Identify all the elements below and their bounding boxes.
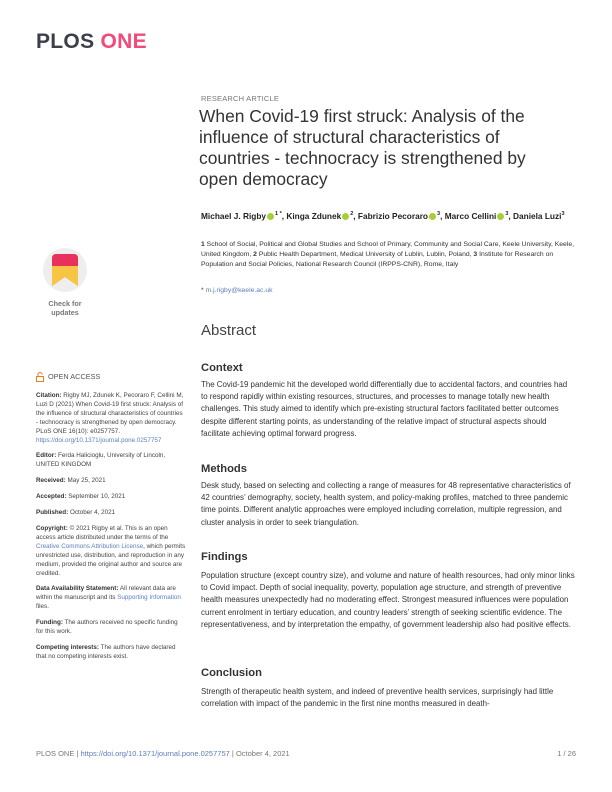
open-lock-icon (36, 372, 44, 382)
journal-logo (36, 30, 147, 54)
author (513, 211, 564, 221)
editor: Editor: Ferda Halicioglu, University of Lincoln, UNITED KINGDOM (36, 452, 166, 469)
copyright: Copyright: © 2021 Rigby et al. This is an open access article distributed under the terms of the Creative Commons Attribution License, which permits unrestricted use, distribution, and reproduction in any medium, provided the original author and source are credited. (36, 524, 186, 577)
author-list: Michael J. Rigby $^{1 *}$, Kinga Zdunek $^2$, Fabrizio Pecoraro $^3$, Marco Cellini $^3$, Daniela Luzi$^3$ (201, 210, 565, 221)
license-link[interactable]: Creative Commons Attribution License (36, 542, 144, 550)
author-affiliation-marker: 3 (505, 211, 509, 217)
author-affiliation-marker: 1 * (275, 211, 282, 217)
email-link[interactable]: m.j.rigby@keele.ac.uk (205, 287, 273, 294)
author-affiliation-marker: 2 (350, 211, 354, 217)
received-date: Received: May 25, 2021 (36, 477, 106, 485)
affiliation-text: Public Health Department, Medical University of Lublin, Lublin, Poland, (258, 251, 474, 258)
section-body-context: The Covid-19 pandemic hit the developed world differentially due to accidental factors, and countries had to respond rapidly within existing resources, structures, and processes to manage totally new health challenges. This study aimed to identify which pre-existing structural factors facilitated better outcomes despite different starting points, as understanding of the relative impact of structural aspects should facilitate achieving optimal forward progress. (201, 380, 568, 438)
data-availability: Data Availability Statement: All relevant data are within the manuscript and its Supporting Information files. (36, 585, 181, 611)
open-access-label: OPEN ACCESS (48, 371, 101, 381)
affiliation-text: Institute for Research on Population and Social Policies, National Research Council (IRPPS-CNR), Rome, Italy (201, 251, 554, 268)
section-body-methods: Desk study, based on selecting and collecting a range of measures for 48 representative characteristics of 42 countries’ demography, society, health system, and policy-making profiles, matched to three pandemic time points. Different analytic approaches were employed including correlation, multiple regression, and cluster analysis in order to seek triangulation. (201, 481, 571, 527)
email-star: * (201, 287, 206, 294)
author (201, 211, 282, 221)
author (445, 211, 509, 221)
orcid-icon[interactable] (267, 213, 274, 220)
author-name: Fabrizio Pecoraro (357, 210, 429, 221)
affiliation-number: 2 (253, 251, 259, 258)
section-heading-conclusion: Conclusion (201, 667, 262, 679)
affiliation-number: 1 (201, 241, 207, 248)
funding: Funding: The authors received no specific funding for this work. (36, 619, 178, 636)
open-access-badge (36, 372, 186, 382)
section-heading-methods: Methods (201, 463, 247, 475)
check-for-updates-label[interactable]: Check for updates (48, 299, 82, 317)
author-name: Marco Cellini (444, 210, 497, 221)
corresponding-email[interactable] (201, 287, 273, 294)
orcid-icon[interactable] (342, 213, 349, 220)
section-heading-context: Context (201, 362, 243, 374)
author-affiliation-marker: 3 (437, 211, 441, 217)
author (358, 211, 440, 221)
page-footer (36, 749, 576, 758)
section-body-findings: Population structure (except country size), and volume and nature of health resources, had only minor links to Covid impact. Depth of social inequality, poverty, population age structure, and strength of preventive health measures unexpectedly had no moderating effect. Strongest measured influences were population current enrolment in tertiary education, and country leaders’ strength of seeking scientific evidence. The representativeness, and by interpretation the empathy, of government leadership also had positive effects. (201, 571, 575, 629)
abstract-heading: Abstract (201, 322, 257, 339)
article-info-sidebar (36, 372, 186, 669)
page-number: 1 / 26 (557, 749, 576, 758)
logo-plos: PLOS (36, 30, 95, 53)
competing-interests: Competing interests: The authors have declared that no competing interests exist. (36, 643, 176, 660)
article-type: RESEARCH ARTICLE (201, 94, 280, 103)
footer-separator: | (76, 749, 79, 758)
author-name: Michael J. Rigby (201, 210, 267, 221)
accepted-date: Accepted: September 10, 2021 (36, 493, 126, 501)
author-affiliation-marker: 3 (561, 211, 565, 217)
footer-separator-2: | (231, 749, 234, 758)
section-body-conclusion: Strength of therapeutic health system, and indeed of preventive health services, surprisingly had little correlation with impact of the pandemic in the first nine months measured in death- (201, 687, 554, 709)
orcid-icon[interactable] (429, 213, 436, 220)
author-name: Kinga Zdunek (286, 210, 342, 221)
supporting-info-link[interactable]: Supporting Information (117, 594, 181, 602)
article-title: When Covid-19 first struck: Analysis of the influence of structural characteristics of countries - technocracy is strengthened by open democracy (199, 106, 526, 189)
citation-doi-link[interactable]: https://doi.org/10.1371/journal.pone.0257757 (36, 436, 162, 444)
published-date: Published: October 4, 2021 (36, 509, 116, 517)
affiliation-lines (201, 240, 576, 270)
footer-journal: PLOS ONE (36, 749, 75, 758)
footer-date: October 4, 2021 (235, 749, 290, 758)
affiliation-text: School of Social, Political and Global Studies and School of Primary, Community and Social Care, Keele University, Keele, United Kingdom, (201, 241, 575, 258)
citation: Citation: Rigby MJ, Zdunek K, Pecoraro F, Cellini M, Luzi D (2021) When Covid-19 first struck: Analysis of the influence of structural characteristics of countries - technocracy is strengthened by open democracy. PLoS ONE 16(10): e0257757. https://doi.org/10.1371/journal.pone.0257757 (36, 392, 184, 444)
affiliation-number: 3 (473, 251, 480, 258)
footer-doi-link[interactable]: https://doi.org/10.1371/journal.pone.0257757 (80, 749, 230, 758)
author (286, 211, 353, 221)
section-heading-findings: Findings (201, 551, 248, 563)
logo-one: ONE (100, 30, 147, 53)
affiliations (201, 240, 576, 270)
orcid-icon[interactable] (497, 213, 504, 220)
author-name: Daniela Luzi (513, 210, 562, 221)
